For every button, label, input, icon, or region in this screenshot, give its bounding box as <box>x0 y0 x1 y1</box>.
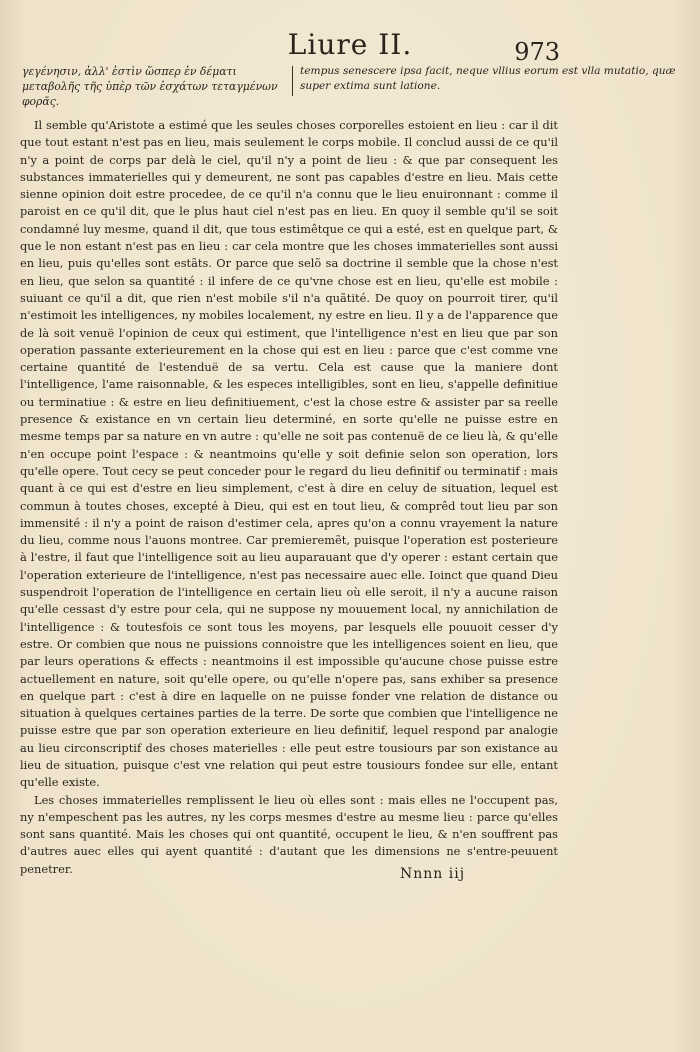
signature-mark: Nnnn iij <box>400 866 466 882</box>
paragraph-1: Il semble qu'Aristote a estimé que les seules choses corporelles estoient en lieu : car il dit que tout estant n'est pas en lieu, mais seulement le corps mobile. Il conclud aussi de ce qu'il n'y a point de corps par delà le ciel, qu'il n'y a point de lieu : & que par consequent les substances immaterielles qui y demeurent, ne sont pas capables d'estre en lieu. Mais cette sienne opinion doit estre procedee, de ce qu'il n'a connu que le lieu enuironnant : comme il paroist en ce qu'il dit, que le plus haut ciel n'est pas en lieu. En quoy il semble qu'il se soit condamné luy mesme, quand il dit, que tous estimêtque ce qui a esté, est en quelque part, & que le non estant n'est pas en lieu : car cela montre que les choses immaterielles sont aussi en lieu, puis qu'elles sont estãts. Or parce que selõ sa doctrine il semble que la chose n'est en lieu, que selon sa quantité : il infere de ce qu'vne chose est en lieu, qu'elle est mobile : suiuant ce qu'il a dit, que rien n'est mobile s'il n'a quãtité. De quoy on pourroit tirer, qu'il n'estimoit les intelligences, ny mobiles localement, ny estre en lieu. Il y a de l'apparence que de là soit venuë l'opinion de ceux qui estiment, que l'intelligence n'est en lieu que par son operation passante exterieurement en la chose qui est en lieu : parce que c'est comme vne certaine quantité de l'estenduë de sa vertu. Cela est cause que la maniere dont l'intelligence, l'ame raisonnable, & les especes intelligibles, sont en lieu, s'appelle definitiue ou terminatiue : & estre en lieu definitiuement, c'est la chose estre & assister par sa reelle presence & existance en vn certain lieu determiné, en sorte qu'elle ne puisse estre en mesme temps par sa nature en vn autre : qu'elle ne soit pas contenuë de ce lieu là, & qu'elle n'en occupe point l'espace : & neantmoins qu'elle y soit definie selon son operation, lors qu'elle opere. Tout cecy se peut conceder pour le regard du lieu definitif ou terminatif : mais quant à ce qui est d'estre en lieu simplement, c'est à dire en celuy de situation, lequel est commun à toutes choses, excepté à Dieu, qui est en tout lieu, & comprêd tout lieu par son immensité : il n'y a point de raison d'estimer cela, apres qu'on a connu vrayement la nature du lieu, comme nous l'auons montree. Car premieremẽt, puisque l'operation est posterieure à l'estre, il faut que l'intelligence soit au lieu auparauant que d'y operer : estant certain que l'operation exterieure de l'intelligence, n'est pas necessaire auec elle. Ioinct que quand Dieu suspendroit l'operation de l'intelligence en certain lieu où elle seroit, il n'y a aucune raison qu'elle cessast d'y estre pour cela, qui ne suppose ny mouuement local, ny annichilation de l'intelligence : & toutesfois ce sont tous les moyens, par lesquels elle pouuoit cesser d'y estre. Or combien que nous ne puissions connoistre que les intelligences soient en lieu, que par leurs operations & effects : neantmoins il est impossible qu'aucune chose puisse estre actuellement en nature, soit qu'elle opere, ou qu'elle n'opere pas, sans exhiber sa presence en quelque part : c'est à dire en laquelle on ne puisse fonder vne relation de distance ou situation à quelques certaines parties de la terre. De sorte que combien que l'intelligence ne puisse estre que par son operation exterieure en lieu definitif, lequel respond par analogie au lieu circonscriptif des choses materielles : elle peut estre tousiours par son existance au lieu de situation, puisque c'est vne relation qui peut estre tousiours fondee sur elle, entant qu'elle existe. <box>20 118 558 790</box>
page-header <box>0 18 700 68</box>
running-head: Liure II. <box>287 28 413 61</box>
quotation-block <box>22 64 678 108</box>
page-number: 973 <box>514 38 560 66</box>
latin-quotation: tempus senescere ipsa facit, neque vllius eorum est vlla mutatio, quæ super extima sunt latione. <box>300 65 676 92</box>
paragraph-2: Les choses immaterielles remplissent le lieu où elles sont : mais elles ne l'occupent pas, ny n'empeschent pas les autres, ny les corps mesmes d'estre au mesme lieu : parce qu'elles sont sans quantité. Mais les choses qui ont quantité, occupent le lieu, & n'en souffrent pas d'autres auec elles qui ayent quantité : d'autant que les dimensions ne s'entre-peuuent penetrer. <box>20 792 558 876</box>
greek-quotation: γεγένησιν, ἀλλ' ἐστὶν ὥσπερ ἐν δέματι μεταβολῆς τῆς ὑπὲρ τῶν ἐσχάτων τεταγμένων φορᾶς. <box>22 65 278 108</box>
column-divider <box>292 66 293 96</box>
main-text <box>20 117 558 878</box>
